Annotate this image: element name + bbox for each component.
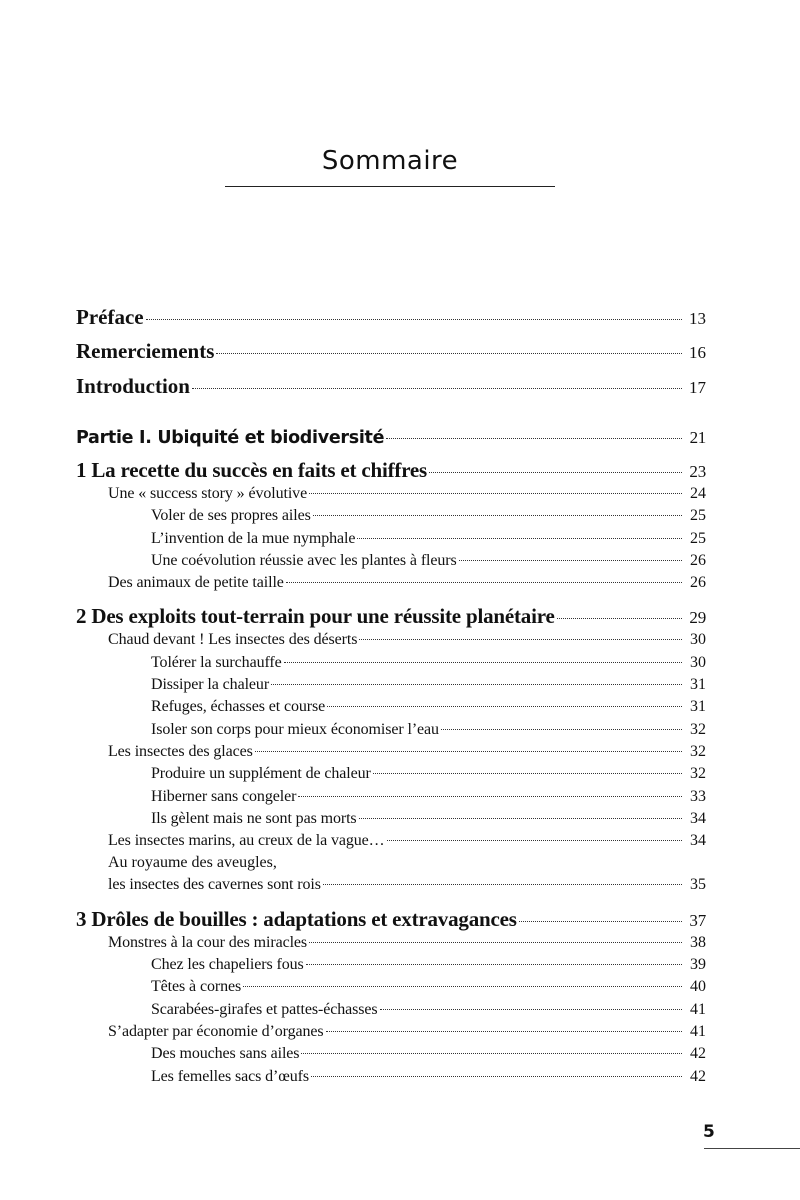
dot-leader <box>306 964 682 965</box>
toc-entry-section[interactable] <box>76 572 706 594</box>
toc-page-number: 30 <box>690 653 706 671</box>
toc-entry-subsection[interactable] <box>76 719 706 741</box>
dot-leader <box>519 921 682 922</box>
dot-leader <box>441 729 682 730</box>
toc-entry-label: S’adapter par économie d’organes <box>108 1022 324 1040</box>
toc-entry-section[interactable] <box>76 932 706 954</box>
toc-page-number: 31 <box>690 676 706 694</box>
toc-page-number: 34 <box>690 809 706 827</box>
page-number: 5 <box>703 1122 715 1142</box>
toc-entry-label: Monstres à la cour des miracles <box>108 933 308 951</box>
toc-page-number: 33 <box>690 787 706 805</box>
toc-entry-subsection[interactable] <box>76 505 706 527</box>
table-of-contents <box>76 303 706 1088</box>
dot-leader <box>557 618 682 619</box>
dot-leader <box>359 818 682 819</box>
dot-leader <box>271 684 682 685</box>
toc-entry-remerciements[interactable] <box>76 337 706 372</box>
toc-entry-section[interactable] <box>76 483 706 505</box>
toc-page-number: 16 <box>689 343 706 362</box>
toc-entry-label: Chaud devant ! Les insectes des déserts <box>108 631 358 649</box>
toc-entry-label: Préface <box>76 305 144 329</box>
toc-page-number: 25 <box>690 507 706 525</box>
toc-entry-label: Remerciements <box>76 339 215 363</box>
page-title: Sommaire <box>321 146 459 176</box>
toc-entry-label: Une coévolution réussie avec les plantes à fleurs <box>151 551 457 569</box>
toc-entry-label: Têtes à cornes <box>151 978 242 996</box>
dot-leader <box>309 493 682 494</box>
toc-entry-subsection[interactable] <box>76 674 706 696</box>
dot-leader <box>192 388 682 389</box>
toc-entry-introduction[interactable] <box>76 372 706 412</box>
toc-entry-label: Hiberner sans congeler <box>151 787 297 805</box>
toc-entry-section[interactable] <box>76 830 706 852</box>
toc-entry-chapter-1[interactable] <box>76 458 706 483</box>
dot-leader <box>216 353 682 354</box>
toc-entry-label: Isoler son corps pour mieux économiser l’eau <box>151 720 439 738</box>
toc-entry-section[interactable] <box>76 741 706 763</box>
toc-entry-subsection[interactable] <box>76 954 706 976</box>
toc-entry-label: Scarabées-girafes et pattes-échasses <box>151 1000 378 1018</box>
toc-page-number: 34 <box>690 832 706 850</box>
dot-leader <box>327 706 682 707</box>
toc-entry-label: Voler de ses propres ailes <box>151 507 311 525</box>
toc-page-number: 32 <box>690 720 706 738</box>
toc-entry-label: Des mouches sans ailes <box>151 1045 300 1063</box>
toc-page-number: 26 <box>690 574 706 592</box>
toc-entry-label: Introduction <box>76 374 190 398</box>
toc-page-number: 42 <box>690 1067 706 1085</box>
toc-entry-label: Les insectes marins, au creux de la vague… <box>108 832 385 850</box>
toc-entry-label: Les insectes des glaces <box>108 742 253 760</box>
dot-leader <box>459 560 682 561</box>
toc-page-number: 29 <box>689 608 706 628</box>
toc-entry-section[interactable] <box>76 874 706 896</box>
dot-leader <box>255 751 682 752</box>
toc-entry-subsection[interactable] <box>76 763 706 785</box>
toc-entry-subsection[interactable] <box>76 550 706 572</box>
toc-page-number: 17 <box>689 378 706 397</box>
toc-entry-label: Refuges, échasses et course <box>151 698 326 716</box>
toc-entry-label: Une « success story » évolutive <box>108 485 308 502</box>
toc-entry-subsection[interactable] <box>76 1066 706 1088</box>
title-underline <box>225 186 555 187</box>
dot-leader <box>386 438 682 439</box>
toc-entry-subsection[interactable] <box>76 652 706 674</box>
toc-page-number: 32 <box>690 742 706 760</box>
toc-page-number: 41 <box>690 1022 706 1040</box>
toc-entry-subsection[interactable] <box>76 696 706 718</box>
toc-page-number: 32 <box>690 765 706 783</box>
dot-leader <box>429 472 682 473</box>
dot-leader <box>284 662 682 663</box>
toc-entry-chapter-3[interactable] <box>76 907 706 932</box>
dot-leader <box>298 796 682 797</box>
toc-entry-label: 2 Des exploits tout-terrain pour une réussite planétaire <box>76 604 555 629</box>
dot-leader <box>286 582 682 583</box>
toc-entry-subsection[interactable] <box>76 786 706 808</box>
dot-leader <box>357 538 682 539</box>
dot-leader <box>359 639 682 640</box>
toc-entry-label: Tolérer la surchauffe <box>151 653 282 671</box>
toc-entry-label: les insectes des cavernes sont rois <box>108 876 321 894</box>
toc-page-number: 31 <box>690 698 706 716</box>
dot-leader <box>301 1053 682 1054</box>
dot-leader <box>146 319 682 320</box>
toc-page-number: 23 <box>689 462 706 481</box>
toc-entry-subsection[interactable] <box>76 808 706 830</box>
toc-entry-label: L’invention de la mue nymphale <box>151 529 356 547</box>
toc-page-number: 38 <box>690 933 706 951</box>
toc-entry-chapter-2[interactable] <box>76 604 706 629</box>
page-number-rule <box>704 1148 800 1149</box>
toc-entry-subsection[interactable] <box>76 1043 706 1065</box>
dot-leader <box>313 515 682 516</box>
toc-page-number: 24 <box>690 485 706 502</box>
toc-entry-label: Produire un supplément de chaleur <box>151 765 371 783</box>
toc-page-number: 35 <box>690 876 706 894</box>
toc-page-number: 39 <box>690 956 706 974</box>
dot-leader <box>309 942 682 943</box>
toc-entry-section[interactable] <box>76 629 706 651</box>
dot-leader <box>311 1076 682 1077</box>
dot-leader <box>326 1031 682 1032</box>
dot-leader <box>387 840 682 841</box>
toc-entry-label: Des animaux de petite taille <box>108 574 284 592</box>
toc-page-number: 40 <box>690 978 706 996</box>
toc-page-number: 42 <box>690 1045 706 1063</box>
toc-page-number: 13 <box>689 309 706 328</box>
toc-entry-section[interactable] <box>76 1021 706 1043</box>
toc-entry-subsection[interactable] <box>76 976 706 998</box>
toc-entry-label: 1 La recette du succès en faits et chiffres <box>76 458 428 482</box>
toc-entry-label: Partie I. Ubiquité et biodiversité <box>76 428 385 448</box>
toc-entry-label: 3 Drôles de bouilles : adaptations et extravagances <box>76 906 517 931</box>
toc-page-number: 30 <box>690 631 706 649</box>
dot-leader <box>243 986 682 987</box>
toc-entry-subsection[interactable] <box>76 999 706 1021</box>
toc-entry-label: Ils gèlent mais ne sont pas morts <box>151 809 357 827</box>
toc-entry-preface[interactable] <box>76 303 706 337</box>
dot-leader <box>373 773 682 774</box>
toc-entry-label: Chez les chapeliers fous <box>151 956 304 974</box>
toc-entry-part-1[interactable] <box>76 424 706 458</box>
toc-page-number: 26 <box>690 551 706 569</box>
toc-entry-subsection[interactable] <box>76 528 706 550</box>
dot-leader <box>323 884 682 885</box>
toc-entry-label: Les femelles sacs d’œufs <box>151 1067 309 1085</box>
toc-page-number: 21 <box>689 428 706 447</box>
dot-leader <box>380 1009 682 1010</box>
toc-entry-section-line1[interactable]: Au royaume des aveugles, <box>108 854 277 872</box>
toc-page-number: 37 <box>689 910 706 930</box>
toc-page-number: 41 <box>690 1000 706 1018</box>
toc-entry-label: Dissiper la chaleur <box>151 676 270 694</box>
toc-page-number: 25 <box>690 529 706 547</box>
